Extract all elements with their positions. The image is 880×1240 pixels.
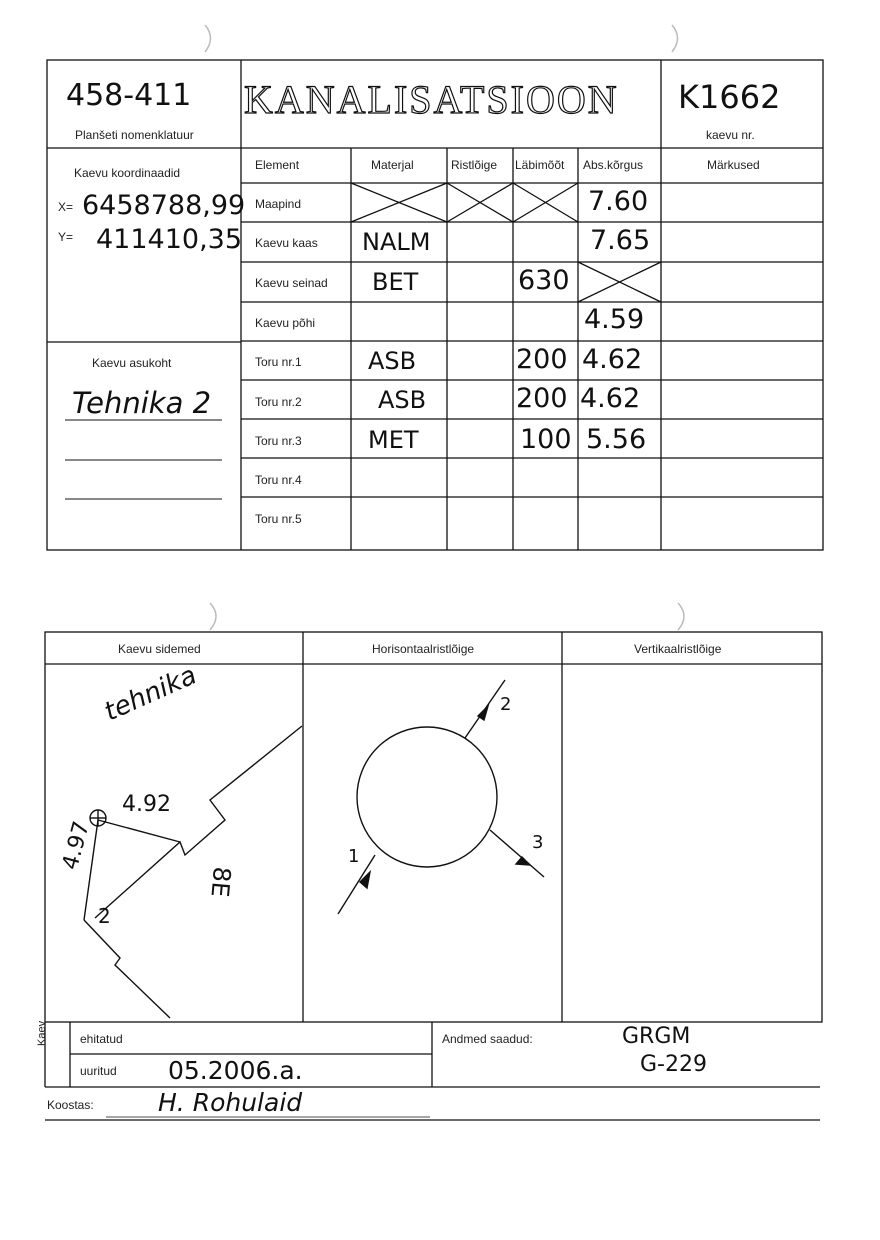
location-value: Tehnika 2 [72,386,212,420]
data-source-label: Andmed saadud: [442,1032,533,1046]
row-element: Toru nr.1 [255,355,302,369]
pipe-1-label: 1 [348,846,360,867]
row-abs-height: 4.62 [582,344,643,375]
compiled-label: Koostas: [47,1098,94,1112]
row-element: Kaevu põhi [255,316,316,330]
row-material: ASB [368,347,417,375]
data-source-value-2: G-229 [640,1052,707,1077]
row-material: MET [368,426,419,454]
location-label: Kaevu asukoht [92,356,172,370]
row-material: BET [372,268,419,296]
x-label: X= [58,200,74,214]
nomenclature-label: Planšeti nomenklatuur [75,128,194,142]
header-element: Element [255,158,300,172]
sketch-building-label: 8E [205,865,236,899]
built-label: ehitatud [80,1032,123,1046]
row-abs-height: 4.62 [580,383,641,414]
row-diameter: 100 [520,424,572,455]
vertical-section-label: Vertikaalristlõige [634,642,722,656]
header-diameter: Läbimõõt [515,158,565,172]
row-diameter: 200 [516,383,568,414]
row-diameter: 630 [518,265,570,296]
header-material: Materjal [371,158,414,172]
compiled-value: H. Rohulaid [158,1088,303,1117]
nomenclature-value: 458-411 [66,78,192,113]
row-abs-height: 5.56 [586,424,647,455]
row-abs-height: 4.59 [584,304,645,335]
horizontal-section-label: Horisontaalristlõige [372,642,475,656]
surveyed-label: uuritud [80,1064,117,1078]
row-element: Kaevu seinad [255,276,328,290]
header-abs-height: Abs.kõrgus [583,158,644,172]
row-element: Toru nr.4 [255,473,302,487]
row-material: ASB [378,386,427,414]
coordinates-label: Kaevu koordinaadid [74,166,181,180]
pipe-2-label: 2 [500,694,512,715]
pipe-3-label: 3 [532,832,544,853]
row-element: Toru nr.5 [255,512,302,526]
header-cross-section: Ristlõige [451,158,498,172]
surveyed-value: 05.2006.a. [168,1056,303,1085]
row-element: Kaevu kaas [255,236,318,250]
row-material: NALM [362,228,431,256]
sketch-distance-1: 4.92 [122,792,171,817]
y-label: Y= [58,230,74,244]
row-element: Maapind [255,197,302,211]
row-diameter: 200 [516,344,568,375]
header-notes: Märkused [707,158,760,172]
row-element: Toru nr.3 [255,434,302,448]
sketch-street-label: tehnika [100,660,202,728]
x-value: 6458788,99 [82,190,246,221]
links-label: Kaevu sidemed [118,642,201,656]
row-abs-height: 7.60 [588,186,649,217]
sketch-point-number: 2 [98,904,111,928]
sketch-distance-2: 4.97 [58,818,95,873]
data-source-value-1: GRGM [622,1024,691,1049]
kaev-label: Kaev [36,1020,48,1046]
page-title: KANALISATSIOON [244,77,619,122]
row-element: Toru nr.2 [255,395,302,409]
row-abs-height: 7.65 [590,225,651,256]
well-number-value: K1662 [678,78,781,116]
well-number-label: kaevu nr. [706,128,755,142]
y-value: 411410,35 [96,224,243,255]
